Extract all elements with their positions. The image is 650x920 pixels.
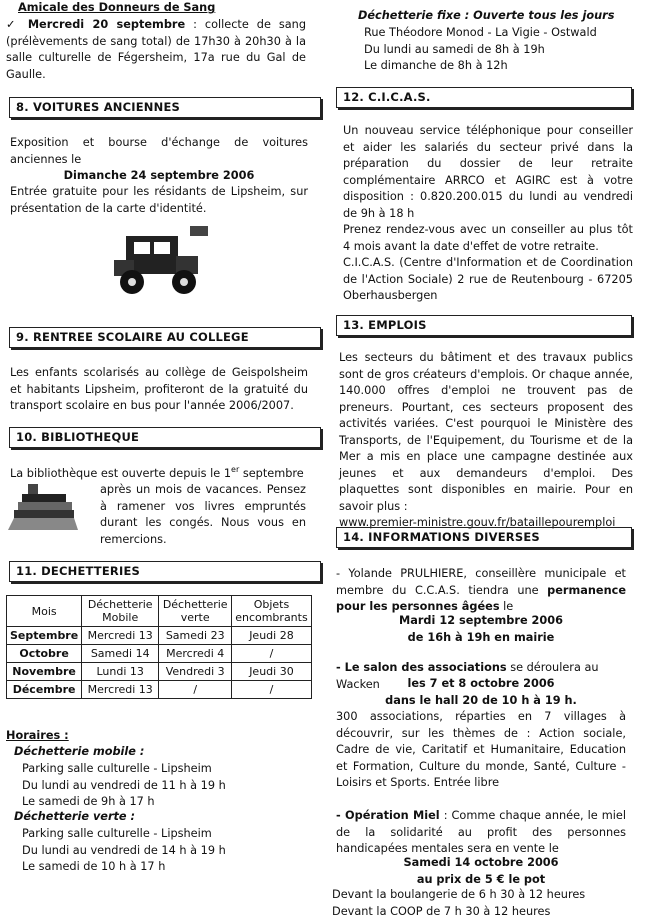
- fixe-title: Déchetterie fixe : Ouverte tous les jours: [358, 9, 615, 22]
- books-icon: [8, 480, 88, 540]
- section-heading-cicas: 12. C.I.C.A.S.: [336, 87, 632, 108]
- infos-salon-dates: les 7 et 8 octobre 2006 dans le hall 20 de 10 h à 19 h.: [385, 677, 577, 707]
- table-cell: Mercredi 4: [159, 645, 232, 663]
- table-cell: Mercredi 13: [82, 681, 159, 699]
- rentree-text: Les enfants scolarisés au collège de Geispolsheim et habitants Lipsheim, profiteront de la gratuité du transport scolaire en bus pour l'année 2006/2007.: [10, 366, 308, 412]
- section-heading-infos: 14. INFORMATIONS DIVERSES: [336, 527, 632, 548]
- fixe-lines: Rue Théodore Monod - La Vigie - Ostwald Du lundi au samedi de 8h à 19h Le dimanche de 8h à 12h: [364, 26, 597, 72]
- table-cell: Vendredi 3: [159, 663, 232, 681]
- infos-salon-text: 300 associations, réparties en 7 villages à découvrir, sur les thèmes de : Action sociale, Cadre de vie, Caritatif et Humanitaire, Education et Formation, Culture du monde, Santé, Culture - Loisirs et Sports. Entrée libre: [336, 710, 626, 789]
- infos-salon: - Le salon des associations se déroulera au Wacken: [336, 661, 599, 691]
- infos-miel: - Opération Miel : Comme chaque année, le miel de la solidarité au profit des personnes handicapées mentales sera en vente le: [336, 809, 626, 855]
- table-cell: Mercredi 13: [82, 627, 159, 645]
- column-header: Mois: [7, 596, 82, 627]
- column-header: Déchetterie verte: [159, 596, 232, 627]
- mobile-hours: Parking salle culturelle - Lipsheim Du lundi au vendredi de 11 h à 19 h Le samedi de 9h à 17 h: [22, 762, 226, 808]
- table-cell: Novembre: [7, 663, 82, 681]
- table-cell: Jeudi 28: [232, 627, 311, 645]
- table-cell: Octobre: [7, 645, 82, 663]
- emplois-link[interactable]: www.premier-ministre.gouv.fr/bataillepouremploi: [339, 516, 616, 529]
- vintage-car-icon: [106, 222, 216, 302]
- amicale-text: ✓ Mercredi 20 septembre : collecte de sang (prélèvements de sang total) de 17h30 à 20h30 à la salle culturelle de Fégersheim, 17a rue du Gal de Gaulle.: [6, 18, 307, 81]
- table-row: [7, 663, 312, 681]
- section-heading-voitures: 8. VOITURES ANCIENNES: [9, 97, 321, 118]
- table-row: [7, 627, 312, 645]
- section-heading-bibliotheque: 10. BIBLIOTHEQUE: [9, 427, 321, 448]
- mobile-label: Déchetterie mobile :: [14, 745, 145, 758]
- voitures-intro: Exposition et bourse d'échange de voitures anciennes le: [10, 136, 308, 166]
- section-heading-dechetteries: 11. DECHETTERIES: [9, 561, 321, 582]
- table-cell: Décembre: [7, 681, 82, 699]
- voitures-entry: Entrée gratuite pour les résidants de Lipsheim, sur présentation de la carte d'identité.: [10, 185, 308, 215]
- emplois-text: Les secteurs du bâtiment et des travaux publics sont de gros créateurs d'emplois. Or chaque année, 140.000 offres d'emploi ne trouvent pas de preneurs. Pourtant, ces secteurs proposent des activités variées. C'est pourquoi le Ministère des Transports, de l'Equipement, du Tourisme et de la Mer a mis en place une campagne destinée aux jeunes et aux demandeurs d'emploi. Des plaquettes sont disponibles en mairie. Pour en savoir plus : www.premier-ministre.gouv.fr/bataillepouremploi: [339, 351, 633, 529]
- section-heading-rentree: 9. RENTREE SCOLAIRE AU COLLEGE: [9, 327, 321, 348]
- column-header: Déchetterie Mobile: [82, 596, 159, 627]
- bibliotheque-text: après un mois de vacances. Pensez à ramener vos livres empruntés durant les congés. Nous vous en remercions.: [100, 483, 306, 546]
- voitures-date: Dimanche 24 septembre 2006: [63, 169, 255, 182]
- table-cell: /: [232, 681, 311, 699]
- table-cell: Septembre: [7, 627, 82, 645]
- amicale-title: Amicale des Donneurs de Sang: [18, 1, 216, 14]
- column-header: Objets encombrants: [232, 596, 311, 627]
- table-cell: Samedi 23: [159, 627, 232, 645]
- table-cell: /: [232, 645, 311, 663]
- infos-ccas-date: Mardi 12 septembre 2006 de 16h à 19h en mairie: [399, 614, 563, 644]
- cicas-text: Un nouveau service téléphonique pour conseiller et aider les salariés du secteur privé dans la préparation du dossier de leur retraite complémentaire ARRCO et AGIRC est à votre disposition : 0.820.200.015 du lundi au vendredi de 9h à 18 h Prenez rendez-vous avec un conseiller au plus tôt 4 mois avant la date d'effet de votre retraite. C.I.C.A.S. (Centre d'Information et de Coordination de l'Action Sociale) 2 rue de Reutenbourg - 67205 Oberhausbergen: [343, 124, 633, 302]
- table-cell: Samedi 14: [82, 645, 159, 663]
- infos-miel-date: Samedi 14 octobre 2006 au prix de 5 € le pot: [403, 856, 559, 886]
- table-cell: /: [159, 681, 232, 699]
- infos-miel-lines: Devant la boulangerie de 6 h 30 à 12 heures Devant la COOP de 7 h 30 à 12 heures: [332, 888, 586, 918]
- check-icon: ✓: [6, 18, 20, 31]
- table-row: [7, 645, 312, 663]
- verte-label: Déchetterie verte :: [14, 810, 136, 823]
- table-header-row: [7, 596, 312, 627]
- infos-ccas: - Yolande PRULHIERE, conseillère municipale et membre du C.C.A.S. tiendra une permanence pour les personnes âgées le: [336, 567, 626, 613]
- bibliotheque-line1: La bibliothèque est ouverte depuis le 1er septembre: [10, 465, 304, 480]
- table-cell: Lundi 13: [82, 663, 159, 681]
- horaires-label: Horaires :: [6, 729, 69, 742]
- section-heading-emplois: 13. EMPLOIS: [336, 315, 632, 336]
- dechetteries-table-wrap: [6, 595, 312, 699]
- table-cell: Jeudi 30: [232, 663, 311, 681]
- table-row: [7, 681, 312, 699]
- dechetteries-table: [6, 595, 312, 699]
- verte-hours: Parking salle culturelle - Lipsheim Du lundi au vendredi de 14 h à 19 h Le samedi de 10 h à 17 h: [22, 827, 226, 873]
